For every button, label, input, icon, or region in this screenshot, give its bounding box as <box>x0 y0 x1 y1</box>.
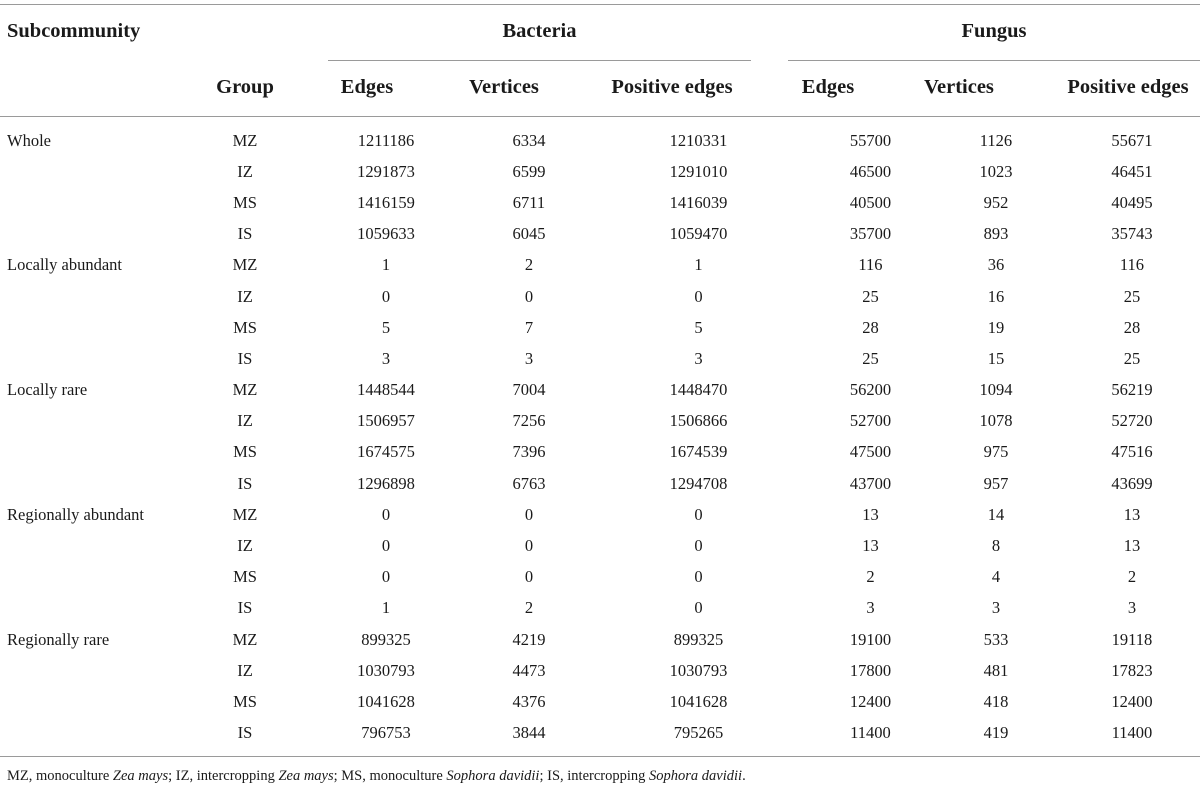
bacteria-edges-cell: 1041628 <box>357 691 415 711</box>
fungus-edges-cell: 12400 <box>849 691 892 711</box>
fungus-positive-edges-cell: 11400 <box>1111 723 1153 743</box>
fungus-edges-cell: 17800 <box>849 660 892 680</box>
subcommunity-cell: Locally rare <box>7 380 88 400</box>
fungus-positive-edges-cell: 3 <box>1127 598 1137 618</box>
bacteria-positive-edges-cell: 1674539 <box>669 442 728 462</box>
fungus-edges-cell: 43700 <box>849 473 892 493</box>
fungus-vertices-cell: 14 <box>987 504 1005 524</box>
fungus-vertices-cell: 975 <box>983 442 1009 462</box>
fungus-edges-cell: 13 <box>862 536 879 556</box>
header-bacteria-edges: Edges <box>340 76 394 98</box>
group-cell: IZ <box>237 660 253 680</box>
fungus-positive-edges-cell: 28 <box>1123 317 1141 337</box>
group-cell: MZ <box>232 130 258 150</box>
bacteria-vertices-cell: 7 <box>524 317 534 337</box>
fungus-vertices-cell: 36 <box>987 255 1005 275</box>
group-cell: MS <box>233 442 257 462</box>
table-row <box>0 343 1200 374</box>
table-row <box>0 125 1200 156</box>
table-row <box>0 281 1200 312</box>
fungus-vertices-cell: 1094 <box>979 380 1013 400</box>
bacteria-span-rule <box>328 60 751 61</box>
empty-cell <box>0 593 192 624</box>
bacteria-vertices-cell: 7004 <box>512 380 546 400</box>
table-row <box>0 562 1200 593</box>
fungus-edges-cell: 25 <box>862 286 879 306</box>
fungus-positive-edges-cell: 55671 <box>1111 130 1153 150</box>
bacteria-positive-edges-cell: 3 <box>694 348 703 368</box>
fungus-vertices-cell: 418 <box>983 691 1009 711</box>
bacteria-vertices-cell: 3 <box>524 348 534 368</box>
fungus-positive-edges-cell: 13 <box>1123 504 1141 524</box>
bacteria-edges-cell: 1291873 <box>357 161 415 181</box>
header-bacteria-vertices: Vertices <box>469 76 539 98</box>
bacteria-edges-cell: 1674575 <box>357 442 415 462</box>
table-row <box>0 156 1200 187</box>
table-row <box>0 312 1200 343</box>
bacteria-edges-cell: 0 <box>381 567 391 587</box>
bacteria-vertices-cell: 3844 <box>512 723 546 743</box>
bacteria-vertices-cell: 4473 <box>512 660 546 680</box>
bacteria-edges-cell: 796753 <box>361 723 411 743</box>
group-cell: MZ <box>232 504 258 524</box>
subcommunity-cell: Whole <box>7 130 51 150</box>
bacteria-vertices-cell: 6045 <box>512 224 546 244</box>
header-group: Group <box>216 76 274 98</box>
empty-cell <box>0 718 192 749</box>
bacteria-edges-cell: 0 <box>381 286 391 306</box>
bacteria-edges-cell: 1 <box>381 598 391 618</box>
group-cell: IS <box>237 473 253 493</box>
empty-cell <box>0 406 192 437</box>
subcommunity-cell: Regionally rare <box>7 629 110 649</box>
group-cell: MS <box>233 192 257 212</box>
subcommunity-cell: Locally abundant <box>7 255 123 275</box>
group-cell: IZ <box>237 411 253 431</box>
bacteria-positive-edges-cell: 1291010 <box>669 161 728 181</box>
fungus-vertices-cell: 15 <box>987 348 1005 368</box>
bacteria-positive-edges-cell: 1030793 <box>669 660 728 680</box>
bacteria-positive-edges-cell: 1294708 <box>669 473 728 493</box>
bacteria-vertices-cell: 6334 <box>512 130 546 150</box>
bacteria-vertices-cell: 6711 <box>512 192 546 212</box>
table-row <box>0 624 1200 655</box>
header-fungus: Fungus <box>961 20 1027 42</box>
bacteria-edges-cell: 1030793 <box>357 660 415 680</box>
bacteria-edges-cell: 1416159 <box>357 192 415 212</box>
group-cell: MZ <box>232 380 258 400</box>
bacteria-positive-edges-cell: 1059470 <box>669 224 728 244</box>
empty-cell <box>0 686 192 717</box>
bacteria-positive-edges-cell: 1210331 <box>669 130 728 150</box>
fungus-positive-edges-cell: 47516 <box>1111 442 1153 462</box>
table-row <box>0 250 1200 281</box>
group-cell: IZ <box>237 161 253 181</box>
fungus-edges-cell: 11400 <box>850 723 891 743</box>
table-row <box>0 718 1200 749</box>
bacteria-positive-edges-cell: 0 <box>694 598 703 618</box>
bacteria-edges-cell: 899325 <box>361 629 411 649</box>
group-cell: MS <box>233 317 257 337</box>
fungus-edges-cell: 25 <box>862 348 879 368</box>
empty-cell <box>0 437 192 468</box>
empty-cell <box>0 312 192 343</box>
bacteria-positive-edges-cell: 0 <box>694 536 703 556</box>
fungus-edges-cell: 46500 <box>849 161 892 181</box>
header-bacteria-positive-edges: Positive edges <box>611 76 733 98</box>
fungus-span-rule <box>788 60 1200 61</box>
data-table <box>0 125 1200 749</box>
fungus-positive-edges-cell: 52720 <box>1111 411 1153 431</box>
fungus-vertices-cell: 952 <box>983 192 1009 212</box>
group-cell: MZ <box>232 629 258 649</box>
header-fungus-positive-edges: Positive edges <box>1067 76 1189 98</box>
bacteria-edges-cell: 1296898 <box>357 473 415 493</box>
fungus-edges-cell: 47500 <box>849 442 892 462</box>
table-row <box>0 686 1200 717</box>
empty-cell <box>0 655 192 686</box>
bacteria-vertices-cell: 0 <box>524 286 534 306</box>
group-cell: MS <box>233 567 257 587</box>
group-cell: IS <box>237 598 253 618</box>
bacteria-edges-cell: 0 <box>381 504 391 524</box>
bacteria-edges-cell: 1 <box>381 255 391 275</box>
fungus-positive-edges-cell: 19118 <box>1111 629 1153 649</box>
bacteria-edges-cell: 5 <box>381 317 391 337</box>
fungus-vertices-cell: 533 <box>983 629 1009 649</box>
fungus-edges-cell: 52700 <box>849 411 892 431</box>
fungus-vertices-cell: 1126 <box>979 130 1013 150</box>
bacteria-edges-cell: 0 <box>381 536 391 556</box>
empty-cell <box>0 468 192 499</box>
table-row <box>0 187 1200 218</box>
header-bacteria: Bacteria <box>502 20 577 42</box>
fungus-vertices-cell: 1023 <box>979 161 1013 181</box>
bacteria-vertices-cell: 0 <box>524 536 534 556</box>
fungus-edges-cell: 2 <box>866 567 875 587</box>
table-row <box>0 530 1200 561</box>
bacteria-positive-edges-cell: 0 <box>694 504 703 524</box>
subcommunity-cell: Regionally abundant <box>7 504 145 524</box>
header-fungus-edges: Edges <box>801 76 855 98</box>
group-cell: IS <box>237 224 253 244</box>
empty-cell <box>0 562 192 593</box>
fungus-positive-edges-cell: 25 <box>1123 286 1141 306</box>
fungus-positive-edges-cell: 2 <box>1127 567 1137 587</box>
header-fungus-vertices: Vertices <box>924 76 994 98</box>
bacteria-positive-edges-cell: 1 <box>694 255 703 275</box>
fungus-positive-edges-cell: 13 <box>1123 536 1141 556</box>
header-subcommunity: Subcommunity <box>7 20 141 42</box>
fungus-positive-edges-cell: 17823 <box>1111 660 1153 680</box>
table-row <box>0 437 1200 468</box>
fungus-edges-cell: 116 <box>858 255 883 275</box>
fungus-edges-cell: 40500 <box>849 192 892 212</box>
empty-cell <box>0 187 192 218</box>
fungus-positive-edges-cell: 40495 <box>1111 192 1153 212</box>
header-bottom-rule <box>0 116 1200 117</box>
fungus-edges-cell: 19100 <box>849 629 892 649</box>
bacteria-vertices-cell: 4219 <box>512 629 546 649</box>
bacteria-edges-cell: 3 <box>381 348 391 368</box>
table-row <box>0 499 1200 530</box>
bacteria-positive-edges-cell: 1448470 <box>669 380 728 400</box>
table-bottom-rule <box>0 756 1200 757</box>
fungus-vertices-cell: 419 <box>983 723 1009 743</box>
fungus-edges-cell: 3 <box>866 598 875 618</box>
table-row <box>0 219 1200 250</box>
fungus-vertices-cell: 893 <box>983 224 1009 244</box>
fungus-vertices-cell: 3 <box>991 598 1001 618</box>
table-row <box>0 593 1200 624</box>
group-cell: IS <box>237 348 253 368</box>
group-cell: IZ <box>237 536 253 556</box>
table-row <box>0 375 1200 406</box>
fungus-vertices-cell: 4 <box>991 567 1001 587</box>
empty-cell <box>0 530 192 561</box>
bacteria-vertices-cell: 7396 <box>512 442 546 462</box>
bacteria-positive-edges-cell: 0 <box>694 286 703 306</box>
empty-cell <box>0 281 192 312</box>
fungus-vertices-cell: 957 <box>983 473 1009 493</box>
empty-cell <box>0 219 192 250</box>
table-row <box>0 468 1200 499</box>
fungus-edges-cell: 35700 <box>849 224 892 244</box>
fungus-edges-cell: 56200 <box>849 380 892 400</box>
fungus-positive-edges-cell: 116 <box>1119 255 1145 275</box>
fungus-vertices-cell: 16 <box>987 286 1005 306</box>
fungus-edges-cell: 13 <box>862 504 879 524</box>
fungus-vertices-cell: 19 <box>987 317 1005 337</box>
bacteria-edges-cell: 1506957 <box>357 411 415 431</box>
bacteria-edges-cell: 1059633 <box>357 224 415 244</box>
top-rule <box>0 4 1200 5</box>
group-cell: IZ <box>237 286 253 306</box>
fungus-positive-edges-cell: 43699 <box>1111 473 1153 493</box>
bacteria-vertices-cell: 6763 <box>512 473 546 493</box>
bacteria-positive-edges-cell: 0 <box>694 567 703 587</box>
table-row <box>0 655 1200 686</box>
bacteria-positive-edges-cell: 795265 <box>673 723 724 743</box>
group-cell: MS <box>233 691 257 711</box>
empty-cell <box>0 156 192 187</box>
group-cell: IS <box>237 723 253 743</box>
bacteria-edges-cell: 1211186 <box>357 130 415 150</box>
bacteria-positive-edges-cell: 1416039 <box>669 192 728 212</box>
fungus-positive-edges-cell: 25 <box>1123 348 1141 368</box>
bacteria-positive-edges-cell: 1506866 <box>669 411 728 431</box>
bacteria-vertices-cell: 2 <box>524 255 534 275</box>
fungus-edges-cell: 28 <box>862 317 879 337</box>
bacteria-positive-edges-cell: 5 <box>694 317 703 337</box>
bacteria-vertices-cell: 0 <box>524 567 534 587</box>
empty-cell <box>0 343 192 374</box>
bacteria-edges-cell: 1448544 <box>357 380 415 400</box>
fungus-edges-cell: 55700 <box>849 130 892 150</box>
fungus-vertices-cell: 1078 <box>979 411 1013 431</box>
table-row <box>0 406 1200 437</box>
bacteria-vertices-cell: 2 <box>524 598 534 618</box>
group-cell: MZ <box>232 255 258 275</box>
bacteria-vertices-cell: 7256 <box>512 411 546 431</box>
footnote: MZ, monoculture Zea mays; IZ, intercropping Zea mays; MS, monoculture Sophora davidii; IS, intercropping Sophora davidii. <box>7 768 746 784</box>
fungus-positive-edges-cell: 46451 <box>1111 161 1153 181</box>
fungus-positive-edges-cell: 56219 <box>1111 380 1153 400</box>
fungus-positive-edges-cell: 12400 <box>1111 691 1153 711</box>
bacteria-vertices-cell: 6599 <box>512 161 546 181</box>
fungus-positive-edges-cell: 35743 <box>1111 224 1153 244</box>
fungus-vertices-cell: 8 <box>991 536 1001 556</box>
bacteria-vertices-cell: 0 <box>524 504 534 524</box>
bacteria-positive-edges-cell: 1041628 <box>669 691 728 711</box>
bacteria-vertices-cell: 4376 <box>512 691 546 711</box>
bacteria-positive-edges-cell: 899325 <box>673 629 724 649</box>
fungus-vertices-cell: 481 <box>983 660 1009 680</box>
